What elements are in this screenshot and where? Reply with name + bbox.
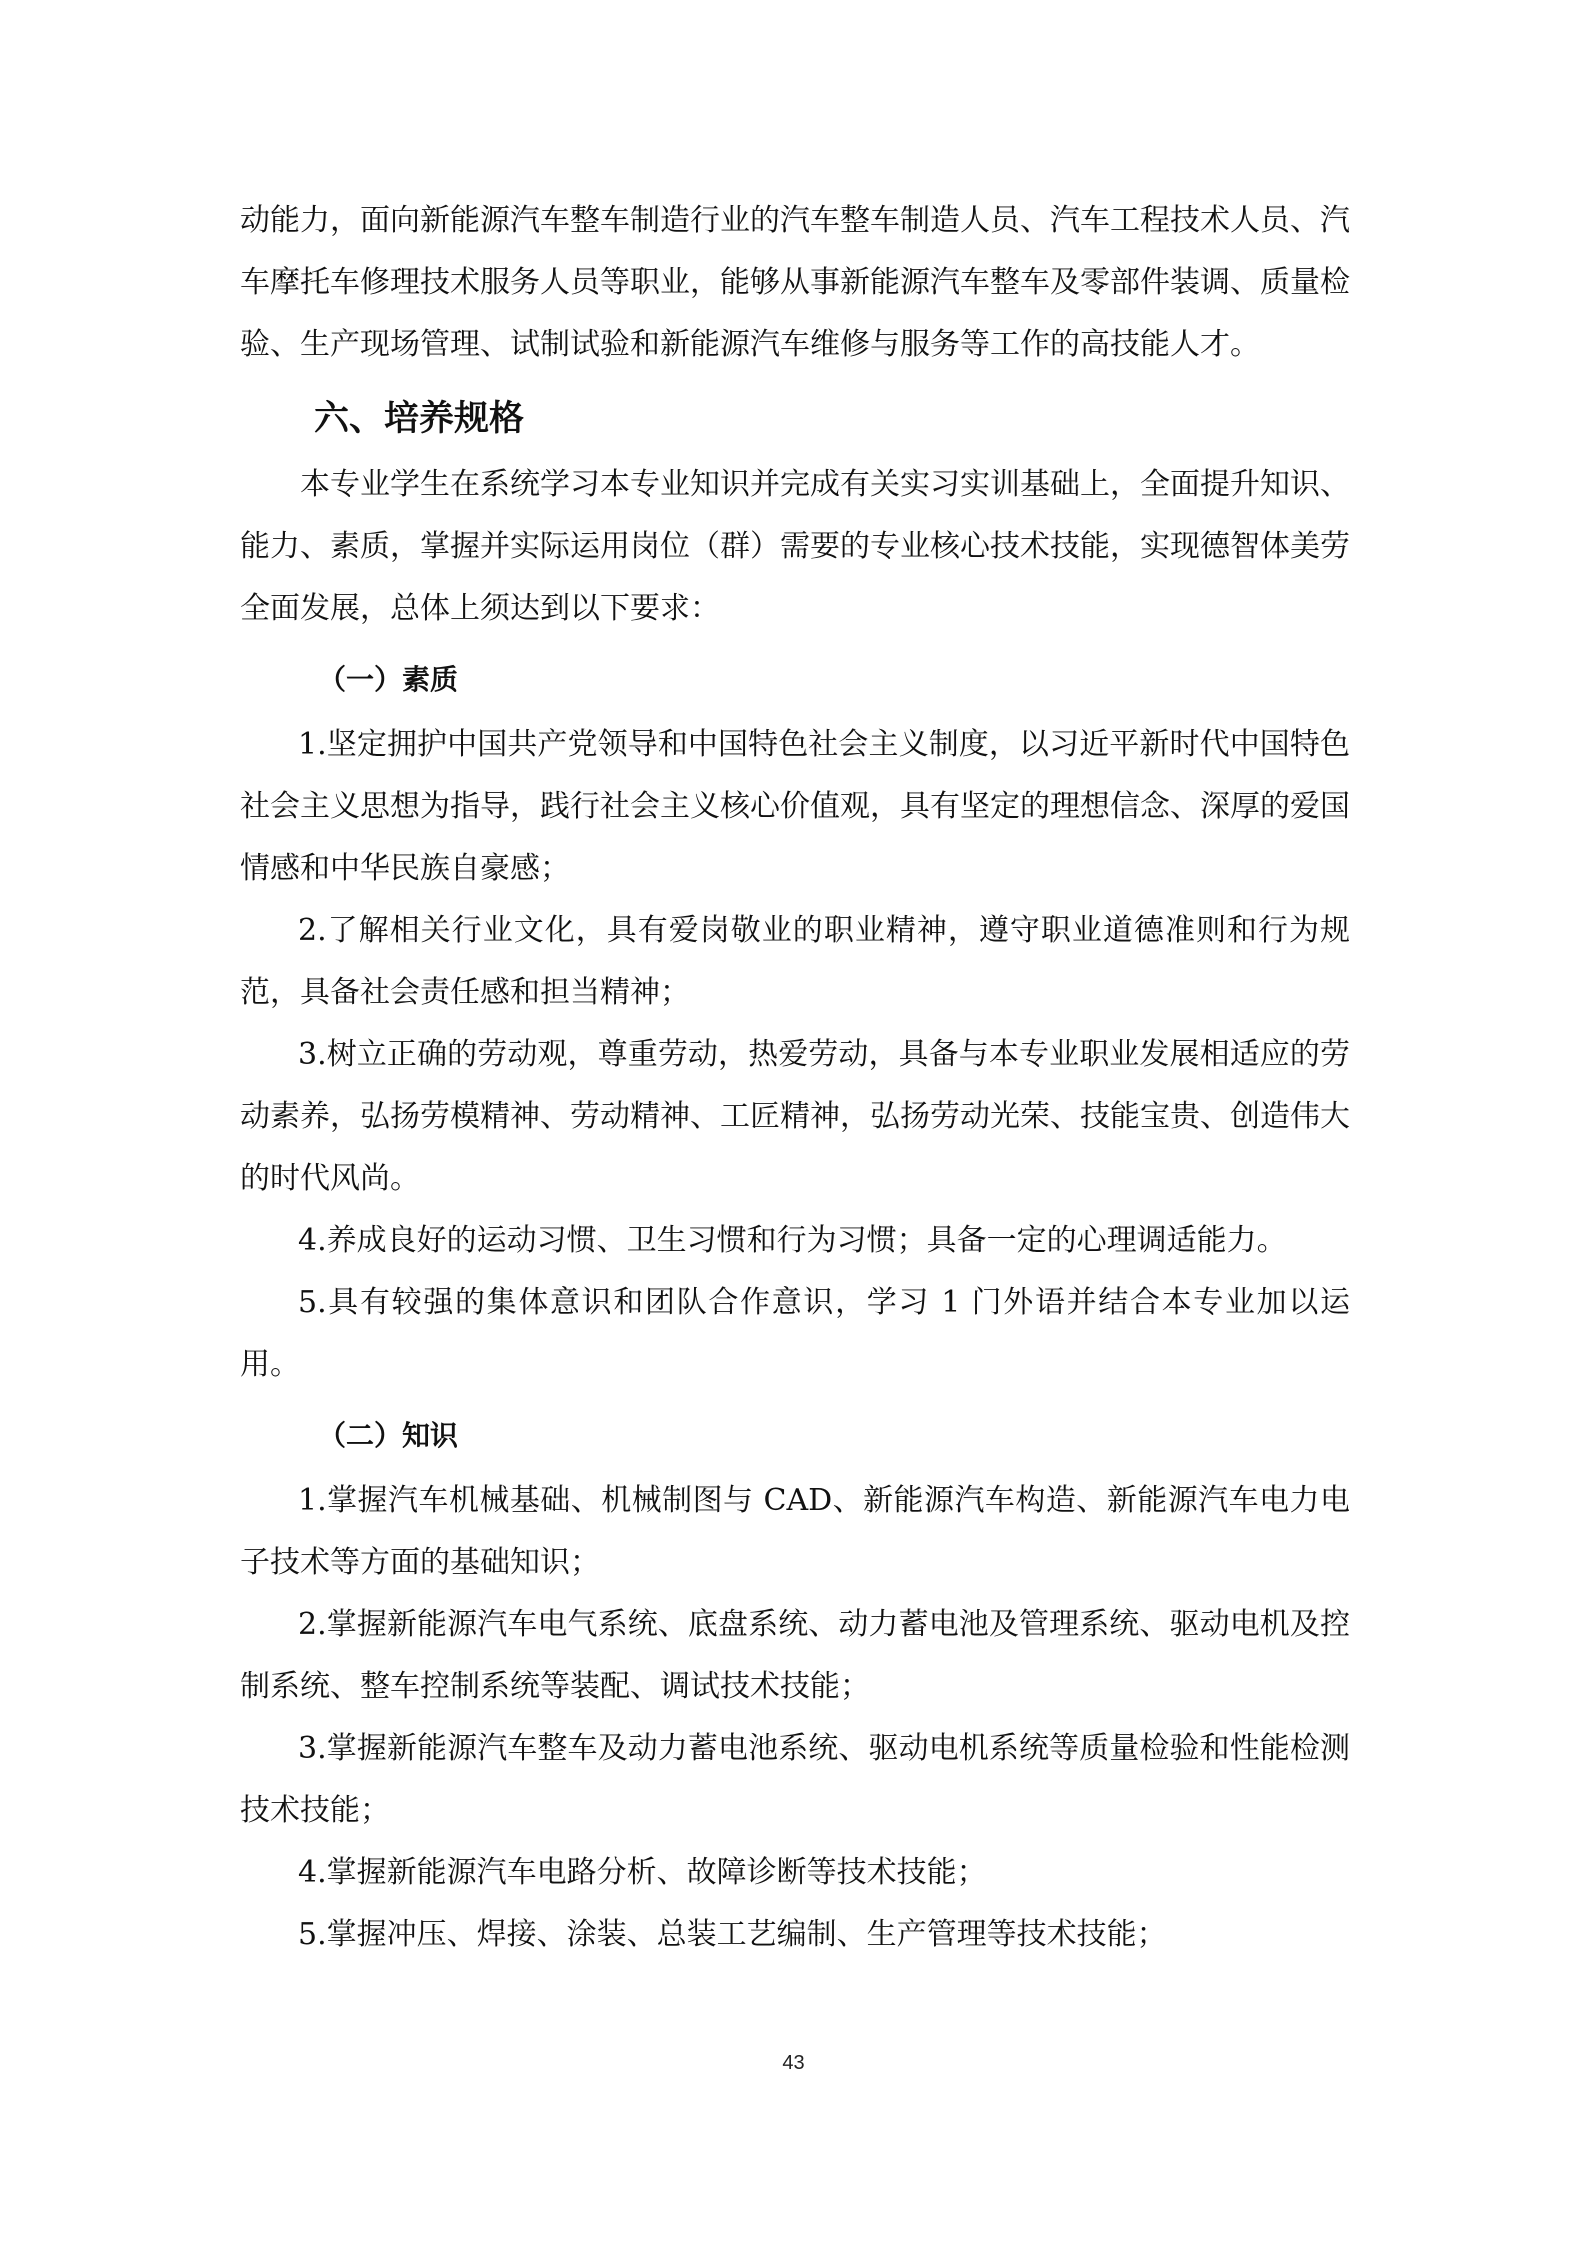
page-number: 43 xyxy=(782,2052,805,2074)
page-content xyxy=(240,190,1350,1966)
section-heading: 六、培养规格 xyxy=(314,399,525,439)
knowledge-item-4: 4.掌握新能源汽车电路分析、故障诊断等技术技能； xyxy=(298,1855,987,1890)
section-intro-paragraph: 本专业学生在系统学习本专业知识并完成有关实习实训基础上，全面提升知识、能力、素质，掌握并实际运用岗位（群）需要的专业核心技术技能，实现德智体美劳全面发展，总体上须达到以下要求： xyxy=(240,467,1350,626)
knowledge-item-5: 5.掌握冲压、焊接、涂装、总装工艺编制、生产管理等技术技能； xyxy=(298,1917,1167,1952)
knowledge-item-2: 2.掌握新能源汽车电气系统、底盘系统、动力蓄电池及管理系统、驱动电机及控制系统、整车控制系统等装配、调试技术技能； xyxy=(240,1607,1350,1704)
quality-item-4: 4.养成良好的运动习惯、卫生习惯和行为习惯；具备一定的心理调适能力。 xyxy=(298,1223,1287,1258)
knowledge-item-1: 1.掌握汽车机械基础、机械制图与 CAD、新能源汽车构造、新能源汽车电力电子技术等方面的基础知识； xyxy=(240,1483,1350,1580)
knowledge-subheading: （二）知识 xyxy=(318,1419,459,1452)
quality-subheading: （一）素质 xyxy=(318,663,459,696)
intro-paragraph: 动能力，面向新能源汽车整车制造行业的汽车整车制造人员、汽车工程技术人员、汽车摩托车修理技术服务人员等职业，能够从事新能源汽车整车及零部件装调、质量检验、生产现场管理、试制试验和新能源汽车维修与服务等工作的高技能人才。 xyxy=(240,203,1350,362)
knowledge-item-3: 3.掌握新能源汽车整车及动力蓄电池系统、驱动电机系统等质量检验和性能检测技术技能； xyxy=(240,1731,1350,1828)
quality-item-1: 1.坚定拥护中国共产党领导和中国特色社会主义制度，以习近平新时代中国特色社会主义思想为指导，践行社会主义核心价值观，具有坚定的理想信念、深厚的爱国情感和中华民族自豪感； xyxy=(240,727,1350,886)
quality-item-3: 3.树立正确的劳动观，尊重劳动，热爱劳动，具备与本专业职业发展相适应的劳动素养，弘扬劳模精神、劳动精神、工匠精神，弘扬劳动光荣、技能宝贵、创造伟大的时代风尚。 xyxy=(240,1037,1350,1196)
quality-item-2: 2.了解相关行业文化，具有爱岗敬业的职业精神，遵守职业道德准则和行为规范，具备社会责任感和担当精神； xyxy=(240,913,1350,1010)
quality-item-5: 5.具有较强的集体意识和团队合作意识，学习 1 门外语并结合本专业加以运用。 xyxy=(240,1285,1350,1382)
